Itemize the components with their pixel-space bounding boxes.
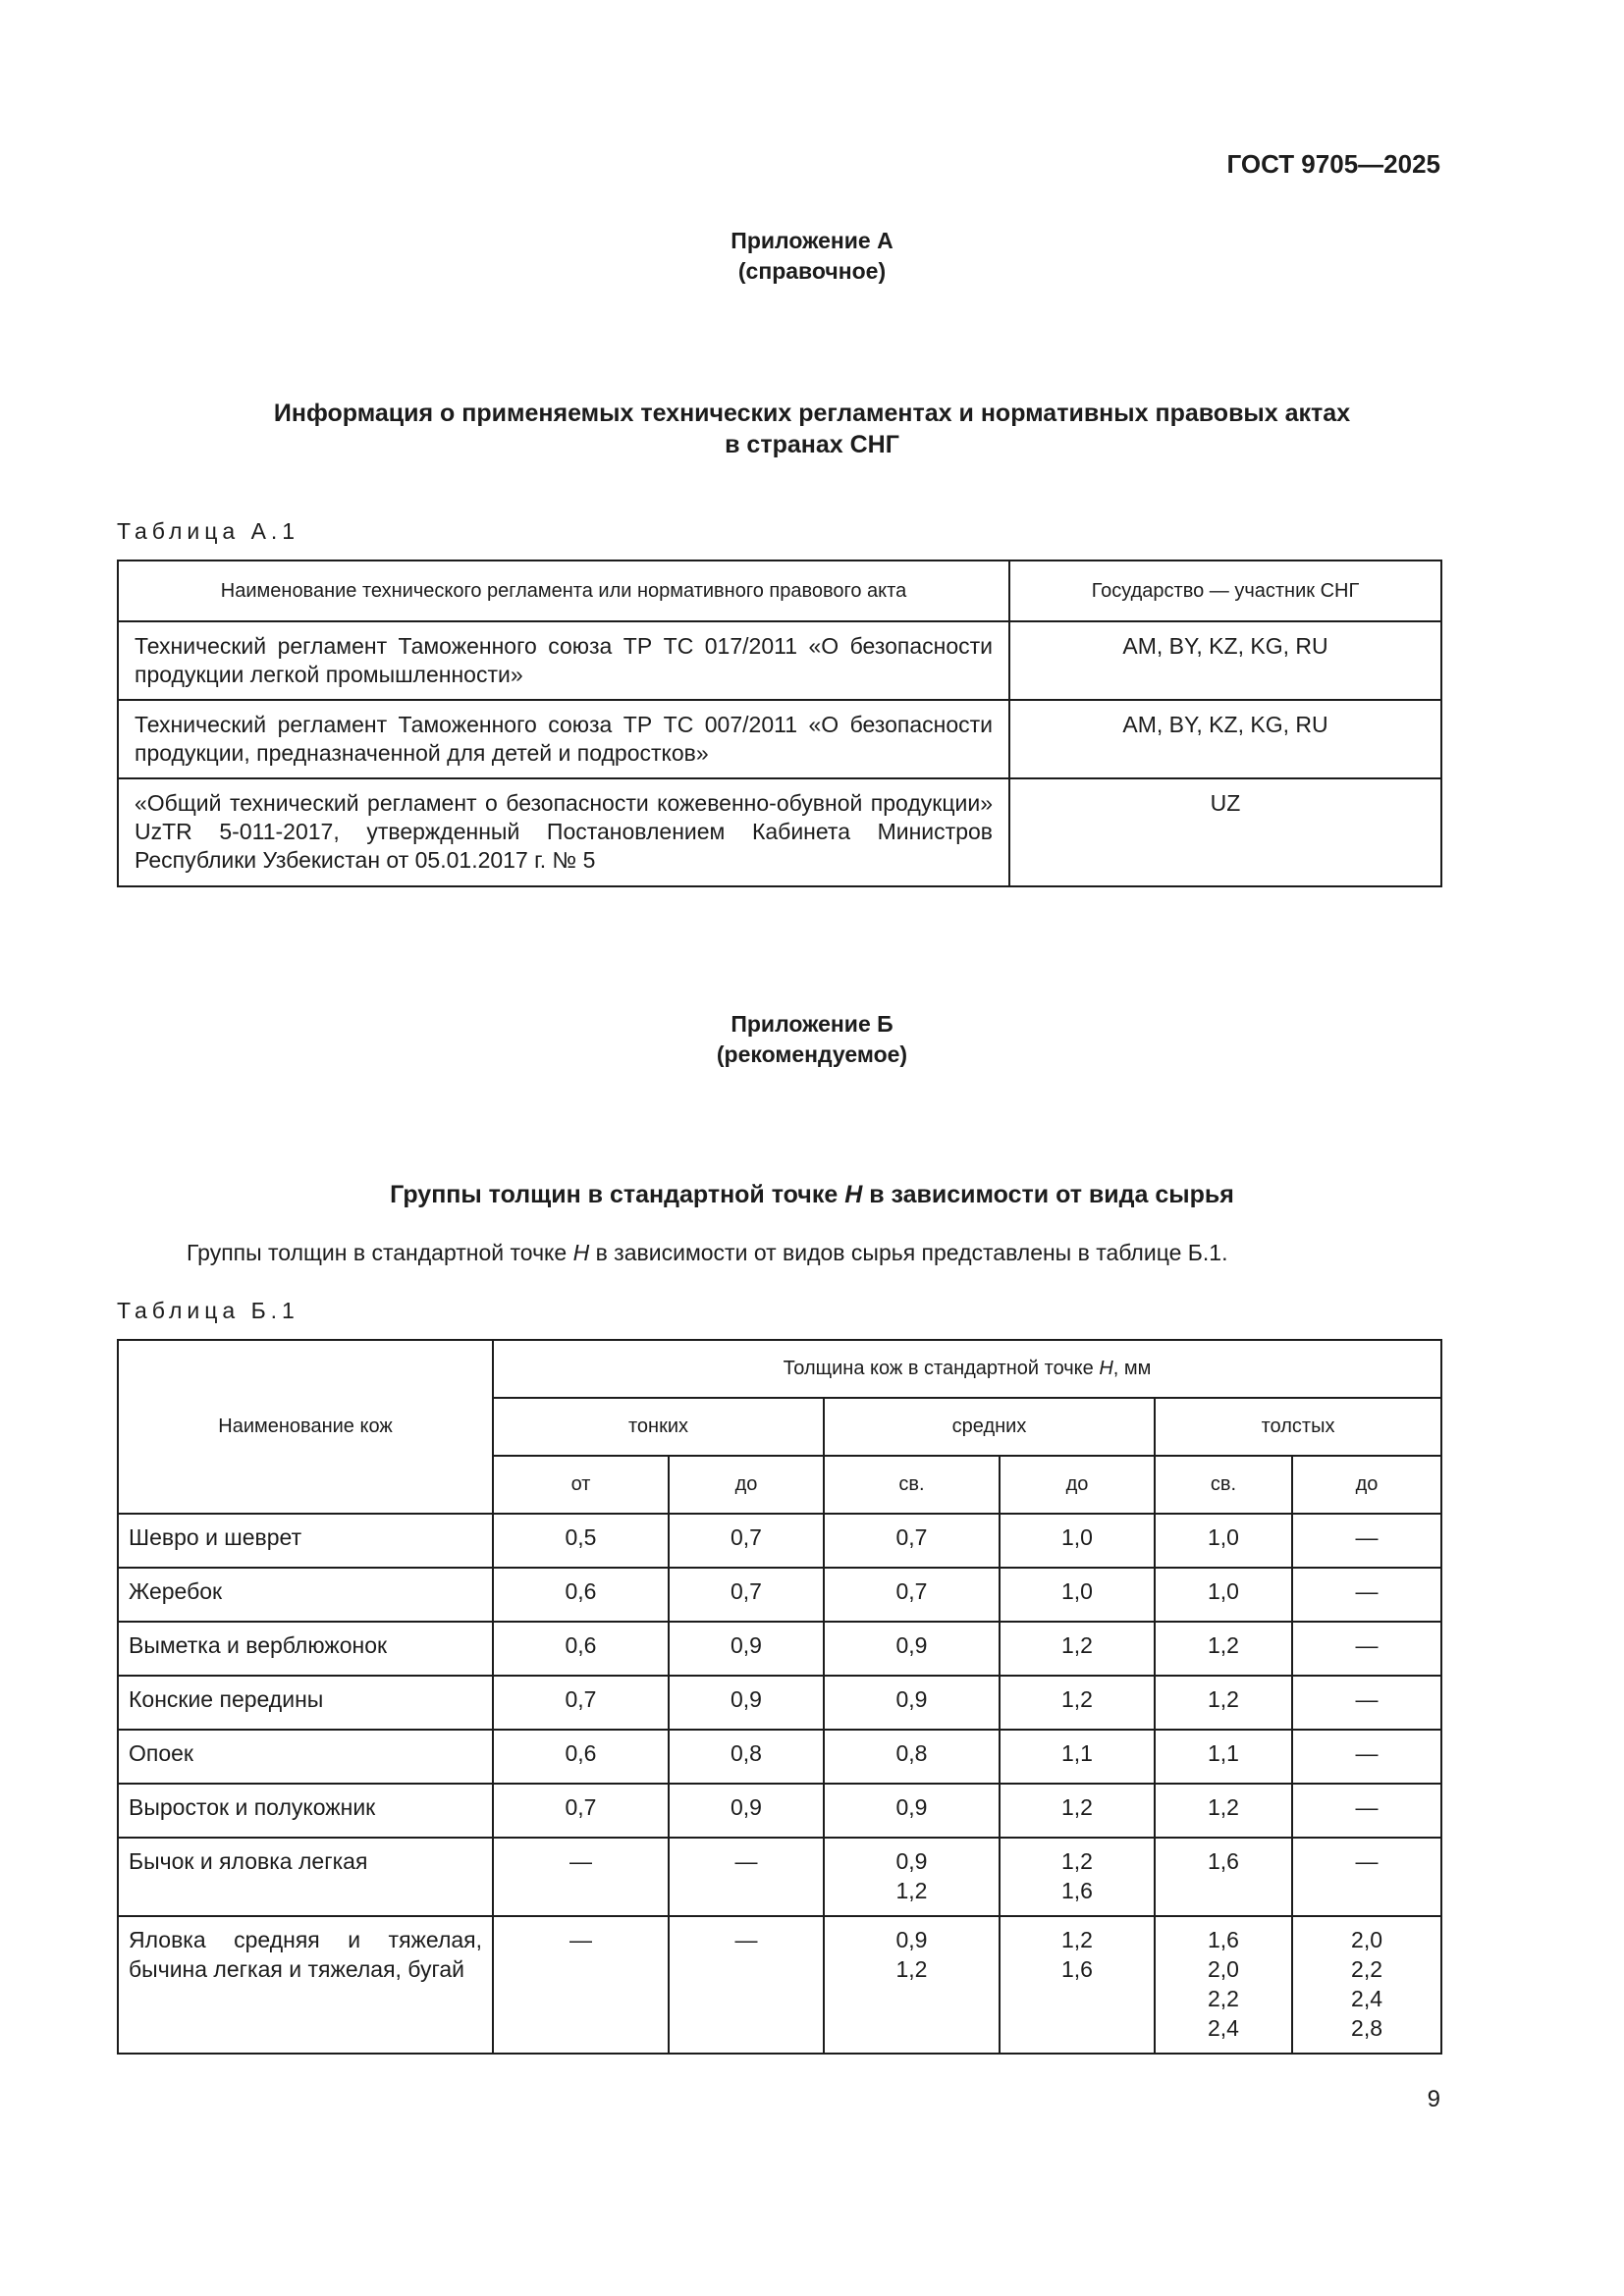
- table-row: [118, 621, 1441, 700]
- thickness-value: —: [734, 1848, 758, 1874]
- thickness-value: —: [569, 1927, 592, 1952]
- table-row: [118, 778, 1441, 886]
- appendix-a-heading-line2: в странах СНГ: [725, 431, 899, 458]
- appendix-a-status: (справочное): [737, 258, 887, 284]
- regulation-countries: UZ: [1009, 778, 1441, 886]
- header-text: , мм: [1112, 1358, 1152, 1379]
- thickness-cell: 1,2: [1155, 1676, 1292, 1730]
- thickness-cell: 0,9: [669, 1622, 824, 1676]
- heading-text: Группы толщин в стандартной точке: [390, 1181, 845, 1208]
- thickness-cell: 0,6: [493, 1730, 669, 1784]
- heading-text: в зависимости от вида сырья: [862, 1181, 1234, 1208]
- thickness-cell: 0,7: [824, 1568, 1000, 1622]
- thickness-value: 2,4: [1208, 2015, 1239, 2041]
- appendix-b-heading: [0, 1179, 1624, 1210]
- regulation-countries: AM, BY, KZ, KG, RU: [1009, 700, 1441, 778]
- leather-name: Шевро и шеврет: [118, 1514, 493, 1568]
- appendix-b-status: (рекомендуемое): [716, 1041, 908, 1067]
- thickness-value: 2,2: [1208, 1986, 1239, 2011]
- thickness-cell: 0,6: [493, 1622, 669, 1676]
- table-b1-header-thickness: [493, 1340, 1441, 1398]
- thickness-cell: 0,6: [493, 1568, 669, 1622]
- thickness-value: —: [1355, 1848, 1379, 1874]
- group-header-thick: толстых: [1155, 1398, 1441, 1456]
- thickness-cell: 0,9: [824, 1784, 1000, 1838]
- table-row: [118, 1568, 1441, 1622]
- subheader-to: до: [669, 1456, 824, 1514]
- table-a1-caption: Таблица А.1: [117, 518, 300, 544]
- leather-name: Конские передины: [118, 1676, 493, 1730]
- document-code: ГОСТ 9705—2025: [1226, 149, 1440, 179]
- thickness-cell: 0,7: [824, 1514, 1000, 1568]
- thickness-cell: —: [1292, 1676, 1441, 1730]
- group-header-thin: тонких: [493, 1398, 824, 1456]
- thickness-cell: [1155, 1838, 1292, 1916]
- thickness-cell: 1,2: [1000, 1622, 1155, 1676]
- thickness-cell: 1,0: [1000, 1568, 1155, 1622]
- thickness-cell: —: [1292, 1568, 1441, 1622]
- leather-name: Жеребок: [118, 1568, 493, 1622]
- appendix-b-intro: [187, 1240, 1227, 1266]
- regulation-countries: AM, BY, KZ, KG, RU: [1009, 621, 1441, 700]
- thickness-value: 2,0: [1351, 1927, 1383, 1952]
- leather-name: Выметка и верблюжонок: [118, 1622, 493, 1676]
- group-header-medium: средних: [824, 1398, 1155, 1456]
- table-row: [118, 1784, 1441, 1838]
- thickness-value: —: [569, 1848, 592, 1874]
- regulation-name: «Общий технический регламент о безопасности кожевенно-обувной продукции» UzTR 5-011-2017, утвержденный Постановлением Кабинета Министров Республики Узбекистан от 05.01.2017 г. № 5: [118, 778, 1009, 886]
- table-row: [118, 1838, 1441, 1916]
- intro-text: Группы толщин в стандартной точке: [187, 1240, 573, 1265]
- thickness-cell: [669, 1838, 824, 1916]
- table-a1-header-country: Государство — участник СНГ: [1009, 561, 1441, 621]
- thickness-value: 1,2: [895, 1878, 928, 1903]
- thickness-cell: 1,2: [1000, 1784, 1155, 1838]
- thickness-value: 2,0: [1208, 1956, 1239, 1982]
- thickness-cell: [824, 1916, 1000, 2054]
- thickness-cell: [824, 1838, 1000, 1916]
- thickness-cell: 0,8: [824, 1730, 1000, 1784]
- thickness-value: 2,8: [1351, 2015, 1383, 2041]
- page-number: 9: [1427, 2086, 1440, 2112]
- subheader-to: до: [1000, 1456, 1155, 1514]
- thickness-cell: [1292, 1916, 1441, 2054]
- table-row: [118, 1514, 1441, 1568]
- intro-variable: H: [572, 1240, 590, 1265]
- intro-text: в зависимости от видов сырья представлены в таблице Б.1.: [589, 1240, 1228, 1265]
- table-a1-header-name: Наименование технического регламента или нормативного правового акта: [118, 561, 1009, 621]
- thickness-value: —: [734, 1927, 758, 1952]
- table-row: [118, 1730, 1441, 1784]
- thickness-cell: [1000, 1916, 1155, 2054]
- thickness-cell: 0,9: [669, 1784, 824, 1838]
- subheader-from: от: [493, 1456, 669, 1514]
- thickness-value: 1,2: [895, 1956, 928, 1982]
- thickness-value: 1,2: [1061, 1927, 1093, 1952]
- thickness-cell: 1,2: [1155, 1622, 1292, 1676]
- thickness-cell: 0,7: [493, 1784, 669, 1838]
- thickness-cell: 0,7: [669, 1514, 824, 1568]
- table-row: [118, 1676, 1441, 1730]
- table-row: [118, 1916, 1441, 2054]
- thickness-cell: [1155, 1916, 1292, 2054]
- thickness-cell: [1292, 1838, 1441, 1916]
- table-b1: [117, 1339, 1442, 2055]
- regulation-name: Технический регламент Таможенного союза ТР ТС 007/2011 «О безопасности продукции, предназначенной для детей и подростков»: [118, 700, 1009, 778]
- thickness-cell: 0,7: [669, 1568, 824, 1622]
- thickness-value: 2,2: [1351, 1956, 1383, 1982]
- header-text: Толщина кож в стандартной точке: [783, 1358, 1100, 1379]
- thickness-cell: [669, 1916, 824, 2054]
- appendix-b-title: Приложение Б: [731, 1011, 893, 1037]
- table-a1: [117, 560, 1442, 887]
- thickness-cell: [493, 1916, 669, 2054]
- thickness-value: 1,6: [1061, 1956, 1093, 1982]
- subheader-over: св.: [824, 1456, 1000, 1514]
- thickness-cell: 1,1: [1155, 1730, 1292, 1784]
- table-b1-header-name: Наименование кож: [118, 1340, 493, 1514]
- leather-name: Бычок и яловка легкая: [118, 1838, 493, 1916]
- thickness-cell: 0,9: [824, 1622, 1000, 1676]
- appendix-a-title: Приложение А: [731, 228, 893, 253]
- thickness-value: 1,2: [1061, 1848, 1093, 1874]
- thickness-cell: —: [1292, 1784, 1441, 1838]
- table-row: [118, 700, 1441, 778]
- thickness-value: 1,6: [1061, 1878, 1093, 1903]
- thickness-cell: 0,5: [493, 1514, 669, 1568]
- regulation-name: Технический регламент Таможенного союза ТР ТС 017/2011 «О безопасности продукции легкой промышленности»: [118, 621, 1009, 700]
- thickness-cell: 1,2: [1000, 1676, 1155, 1730]
- thickness-value: 1,6: [1208, 1848, 1239, 1874]
- leather-name: Опоек: [118, 1730, 493, 1784]
- thickness-cell: 0,8: [669, 1730, 824, 1784]
- thickness-cell: 0,9: [669, 1676, 824, 1730]
- thickness-value: 2,4: [1351, 1986, 1383, 2011]
- thickness-cell: 1,0: [1155, 1514, 1292, 1568]
- thickness-cell: —: [1292, 1622, 1441, 1676]
- subheader-to: до: [1292, 1456, 1441, 1514]
- thickness-cell: 0,7: [493, 1676, 669, 1730]
- subheader-over: св.: [1155, 1456, 1292, 1514]
- thickness-cell: [493, 1838, 669, 1916]
- thickness-cell: [1000, 1838, 1155, 1916]
- heading-variable: H: [844, 1181, 863, 1208]
- header-variable: H: [1099, 1358, 1113, 1379]
- thickness-cell: —: [1292, 1514, 1441, 1568]
- thickness-cell: 1,0: [1155, 1568, 1292, 1622]
- thickness-value: 1,6: [1208, 1927, 1239, 1952]
- thickness-cell: 0,9: [824, 1676, 1000, 1730]
- appendix-a-heading-line1: Информация о применяемых технических регламентах и нормативных правовых актах: [273, 400, 1351, 427]
- leather-name: Выросток и полукожник: [118, 1784, 493, 1838]
- thickness-value: 0,9: [895, 1927, 928, 1952]
- thickness-cell: 1,2: [1155, 1784, 1292, 1838]
- thickness-cell: 1,0: [1000, 1514, 1155, 1568]
- table-b1-caption: Таблица Б.1: [117, 1298, 299, 1323]
- table-row: [118, 1622, 1441, 1676]
- thickness-cell: —: [1292, 1730, 1441, 1784]
- thickness-value: 0,9: [895, 1848, 928, 1874]
- leather-name: Яловка средняя и тяжелая, бычина легкая и тяжелая, бугай: [118, 1916, 493, 2054]
- thickness-cell: 1,1: [1000, 1730, 1155, 1784]
